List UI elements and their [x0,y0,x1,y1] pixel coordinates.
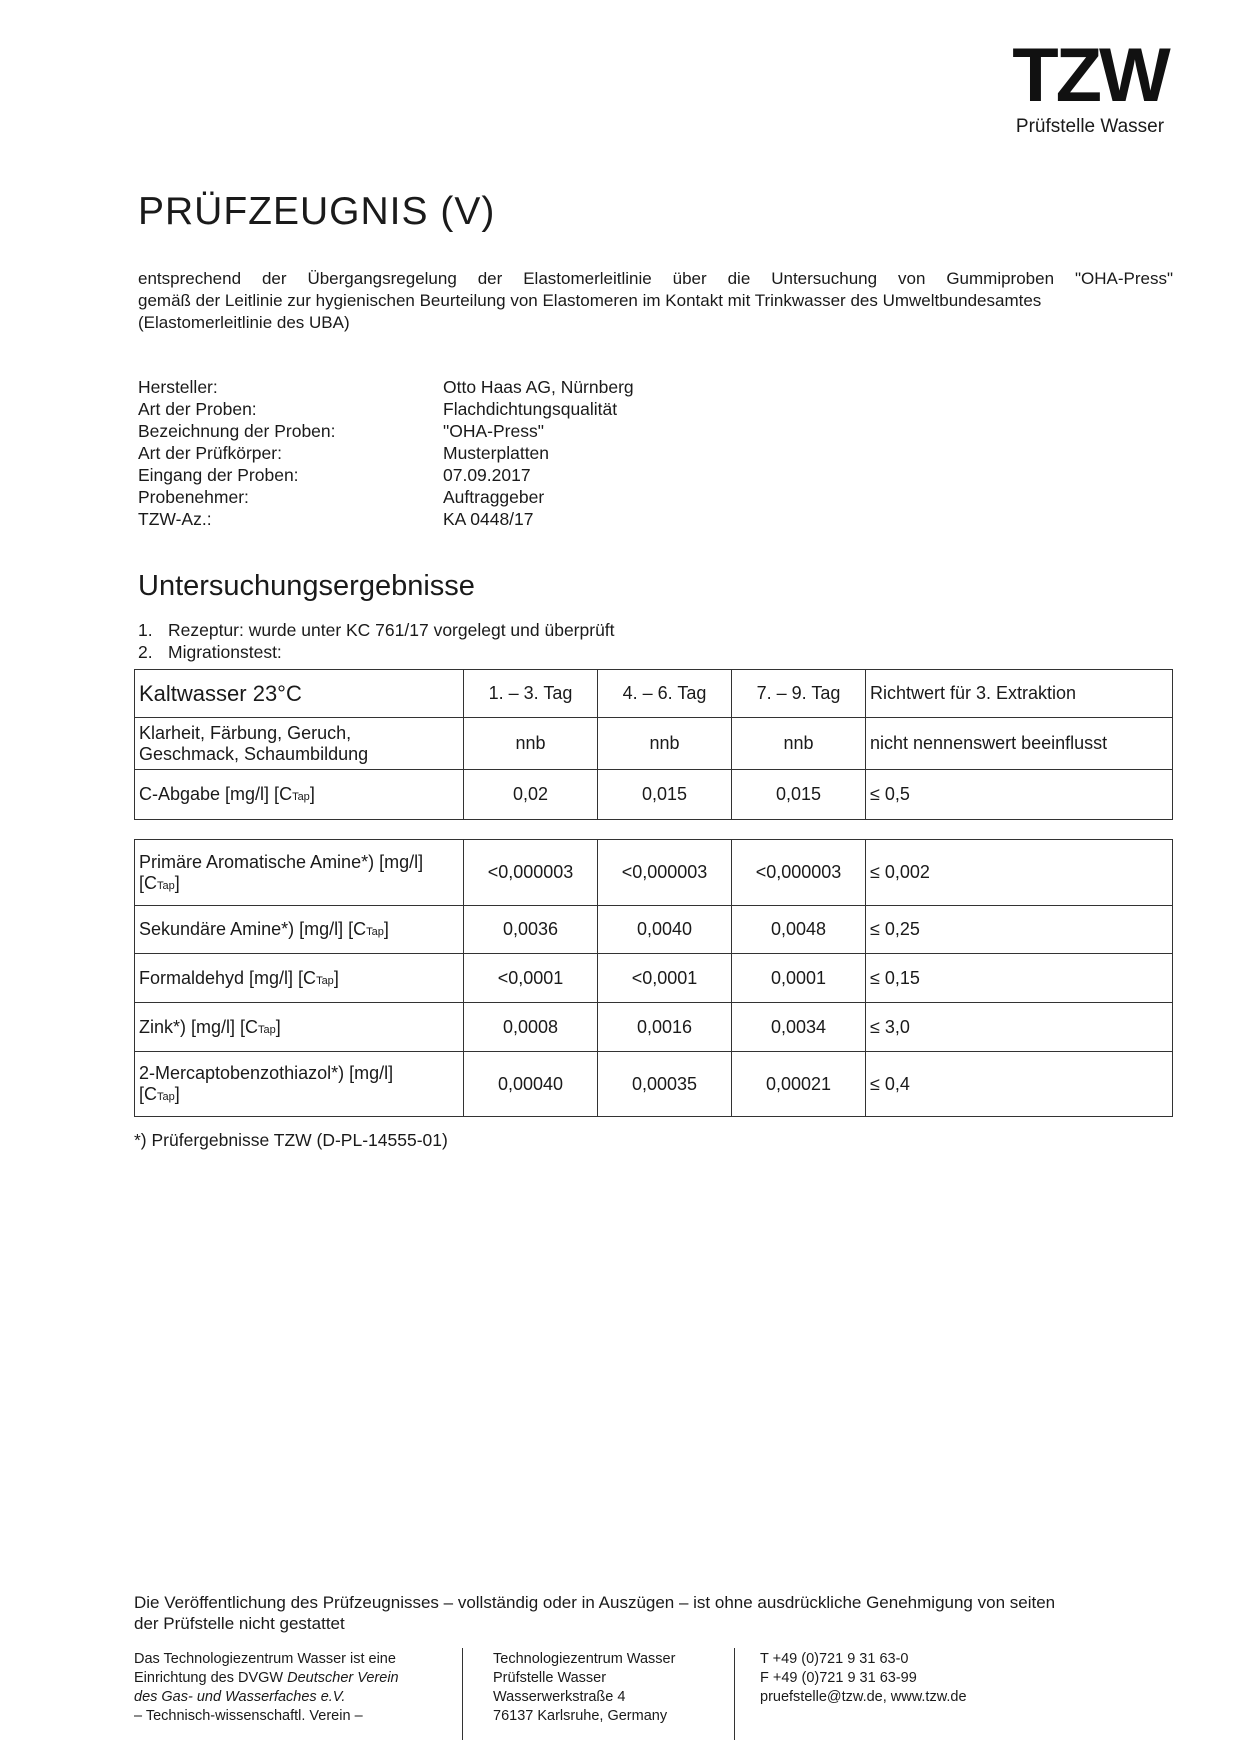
value-cell: <0,000003 [464,840,598,906]
sample-metadata [138,376,634,530]
meta-label: Eingang der Proben: [138,465,299,485]
intro-line: entsprechend der Übergangsregelung der Elastomerleitlinie über die Untersuchung von Gummiproben "OHA-Press" [138,269,1173,288]
table-row [135,770,1173,820]
results-table-substances [134,839,1173,1117]
meta-row [138,464,634,486]
row-label-line: Geschmack, Schaumbildung [139,743,369,764]
step-item [138,641,615,663]
logo-mark: TZW [1012,33,1168,118]
table-row [135,718,1173,770]
value-cell: 0,015 [598,770,732,820]
meta-value: Otto Haas AG, Nürnberg [443,377,634,397]
limit-cell: ≤ 0,5 [866,770,1173,820]
value-cell: nnb [464,718,598,770]
step-text: Rezeptur: wurde unter KC 761/17 vorgelegt und überprüft [168,620,615,640]
bracket: ] [174,872,180,893]
document-title: PRÜFZEUGNIS (V) [138,190,496,233]
footer-italic: des Gas- und Wasserfaches e.V. [134,1689,346,1705]
limit-cell: ≤ 0,4 [866,1052,1173,1117]
footer-text: Einrichtung des DVGW [134,1670,288,1686]
bracket: ] [309,784,315,804]
limit-cell: ≤ 0,15 [866,954,1173,1003]
disclaimer-line: der Prüfstelle nicht gestattet [134,1614,345,1633]
meta-label: TZW-Az.: [138,509,212,529]
value-cell: <0,000003 [732,840,866,906]
step-text: Migrationstest: [168,642,282,662]
meta-value: Musterplatten [443,443,550,463]
meta-row [138,442,634,464]
footer-line [134,1669,444,1688]
step-item [138,619,615,641]
limit-cell: nicht nennenswert beeinflusst [866,718,1173,770]
header-cell: 7. – 9. Tag [732,670,866,718]
footer-organization [134,1650,444,1726]
footer-web: pruefstelle@tzw.de, www.tzw.de [760,1689,967,1705]
header-cell: 4. – 6. Tag [598,670,732,718]
row-label-line [139,1084,459,1105]
row-label-text: [C [139,1084,157,1104]
row-label-line [139,873,459,894]
steps-list [138,619,615,663]
meta-row [138,508,634,530]
value-cell: 0,0040 [598,906,732,954]
value-cell: <0,0001 [598,954,732,1003]
limit-cell: ≤ 3,0 [866,1003,1173,1052]
table-header-row [135,670,1173,718]
value-cell: <0,0001 [464,954,598,1003]
footer-line: 76137 Karlsruhe, Germany [493,1708,668,1724]
meta-label: Hersteller: [138,377,218,397]
meta-row [138,398,634,420]
limit-cell: ≤ 0,002 [866,840,1173,906]
footer-divider [734,1648,735,1740]
meta-row [138,376,634,398]
disclaimer-line: Die Veröffentlichung des Prüfzeugnisses – vollständig oder in Auszügen – ist ohne ausdrückliche Genehmigung von seiten [134,1593,1056,1612]
table-row [135,840,1173,906]
table-row [135,1052,1173,1117]
footer-line [134,1688,444,1707]
meta-label: Probenehmer: [138,487,249,507]
meta-value: KA 0448/17 [443,509,534,529]
footer-line: Prüfstelle Wasser [493,1670,607,1686]
step-number: 1. [138,620,153,640]
row-label-text: Formaldehyd [mg/l] [C [139,967,317,988]
row-label-text: [C [139,872,157,893]
value-cell: 0,00021 [732,1052,866,1117]
intro-paragraph [138,268,1173,334]
value-cell: nnb [598,718,732,770]
row-label [135,840,464,906]
row-label [135,770,464,820]
bracket: ] [174,1084,180,1104]
table-row [135,906,1173,954]
row-label [135,906,464,954]
row-label [135,718,464,770]
value-cell: 0,0016 [598,1003,732,1052]
bracket: ] [383,919,389,939]
footer-address [493,1650,733,1726]
footer-line: Wasserwerkstraße 4 [493,1689,626,1705]
row-label-line: Primäre Aromatische Amine*) [mg/l] [139,851,424,872]
value-cell: 0,0036 [464,906,598,954]
footer-line: Technologiezentrum Wasser [493,1651,676,1667]
footer-contact [760,1650,1090,1707]
footer-line: – Technisch-wissenschaftl. Verein – [134,1708,363,1724]
header-cell: Richtwert für 3. Extraktion [866,670,1173,718]
table-row [135,954,1173,1003]
disclaimer [134,1592,1134,1634]
row-label-line: 2-Mercaptobenzothiazol*) [mg/l] [139,1063,394,1083]
subscript: Tap [157,1091,175,1103]
row-label-text: Sekundäre Amine*) [mg/l] [C [139,919,367,939]
value-cell: 0,00035 [598,1052,732,1117]
results-table-sensory [134,669,1173,820]
meta-label: Bezeichnung der Proben: [138,421,336,441]
subscript: Tap [366,926,384,938]
meta-row [138,486,634,508]
subscript: Tap [316,974,334,987]
value-cell: 0,0048 [732,906,866,954]
value-cell: 0,00040 [464,1052,598,1117]
meta-label: Art der Prüfkörper: [138,443,282,463]
meta-value: "OHA-Press" [443,421,544,441]
meta-row [138,420,634,442]
tzw-logo [1000,33,1180,138]
footer-phone: T +49 (0)721 9 31 63-0 [760,1651,909,1667]
row-label [135,1052,464,1117]
intro-line: gemäß der Leitlinie zur hygienischen Beurteilung von Elastomeren im Kontakt mit Trinkwasser des Umweltbundesamtes [138,291,1042,310]
row-label-text: C-Abgabe [mg/l] [C [139,784,293,804]
footer-fax: F +49 (0)721 9 31 63-99 [760,1670,917,1686]
row-label [135,954,464,1003]
value-cell: 0,015 [732,770,866,820]
value-cell: <0,000003 [598,840,732,906]
row-label-line: Klarheit, Färbung, Geruch, [139,722,352,743]
meta-label: Art der Proben: [138,399,257,419]
header-cell: Kaltwasser 23°C [135,670,464,718]
step-number: 2. [138,642,153,662]
value-cell: 0,02 [464,770,598,820]
header-cell: 1. – 3. Tag [464,670,598,718]
subscript: Tap [157,879,175,892]
intro-line: (Elastomerleitlinie des UBA) [138,313,350,332]
subscript: Tap [258,1023,276,1036]
value-cell: 0,0034 [732,1003,866,1052]
footer-divider [462,1648,463,1740]
footnote: *) Prüfergebnisse TZW (D-PL-14555-01) [134,1130,448,1150]
row-label [135,1003,464,1052]
logo-subtitle: Prüfstelle Wasser [1015,116,1165,137]
meta-value: 07.09.2017 [443,465,531,485]
meta-value: Flachdichtungsqualität [443,399,618,419]
limit-cell: ≤ 0,25 [866,906,1173,954]
footer-line: Das Technologiezentrum Wasser ist eine [134,1651,396,1667]
section-heading: Untersuchungsergebnisse [138,570,475,602]
table-row [135,1003,1173,1052]
row-label-text: Zink*) [mg/l] [C [139,1016,259,1037]
footer-italic: Deutscher Verein [287,1670,399,1686]
value-cell: nnb [732,718,866,770]
value-cell: 0,0001 [732,954,866,1003]
value-cell: 0,0008 [464,1003,598,1052]
bracket: ] [275,1016,281,1037]
bracket: ] [333,967,339,988]
meta-value: Auftraggeber [443,487,545,507]
subscript: Tap [292,791,310,803]
